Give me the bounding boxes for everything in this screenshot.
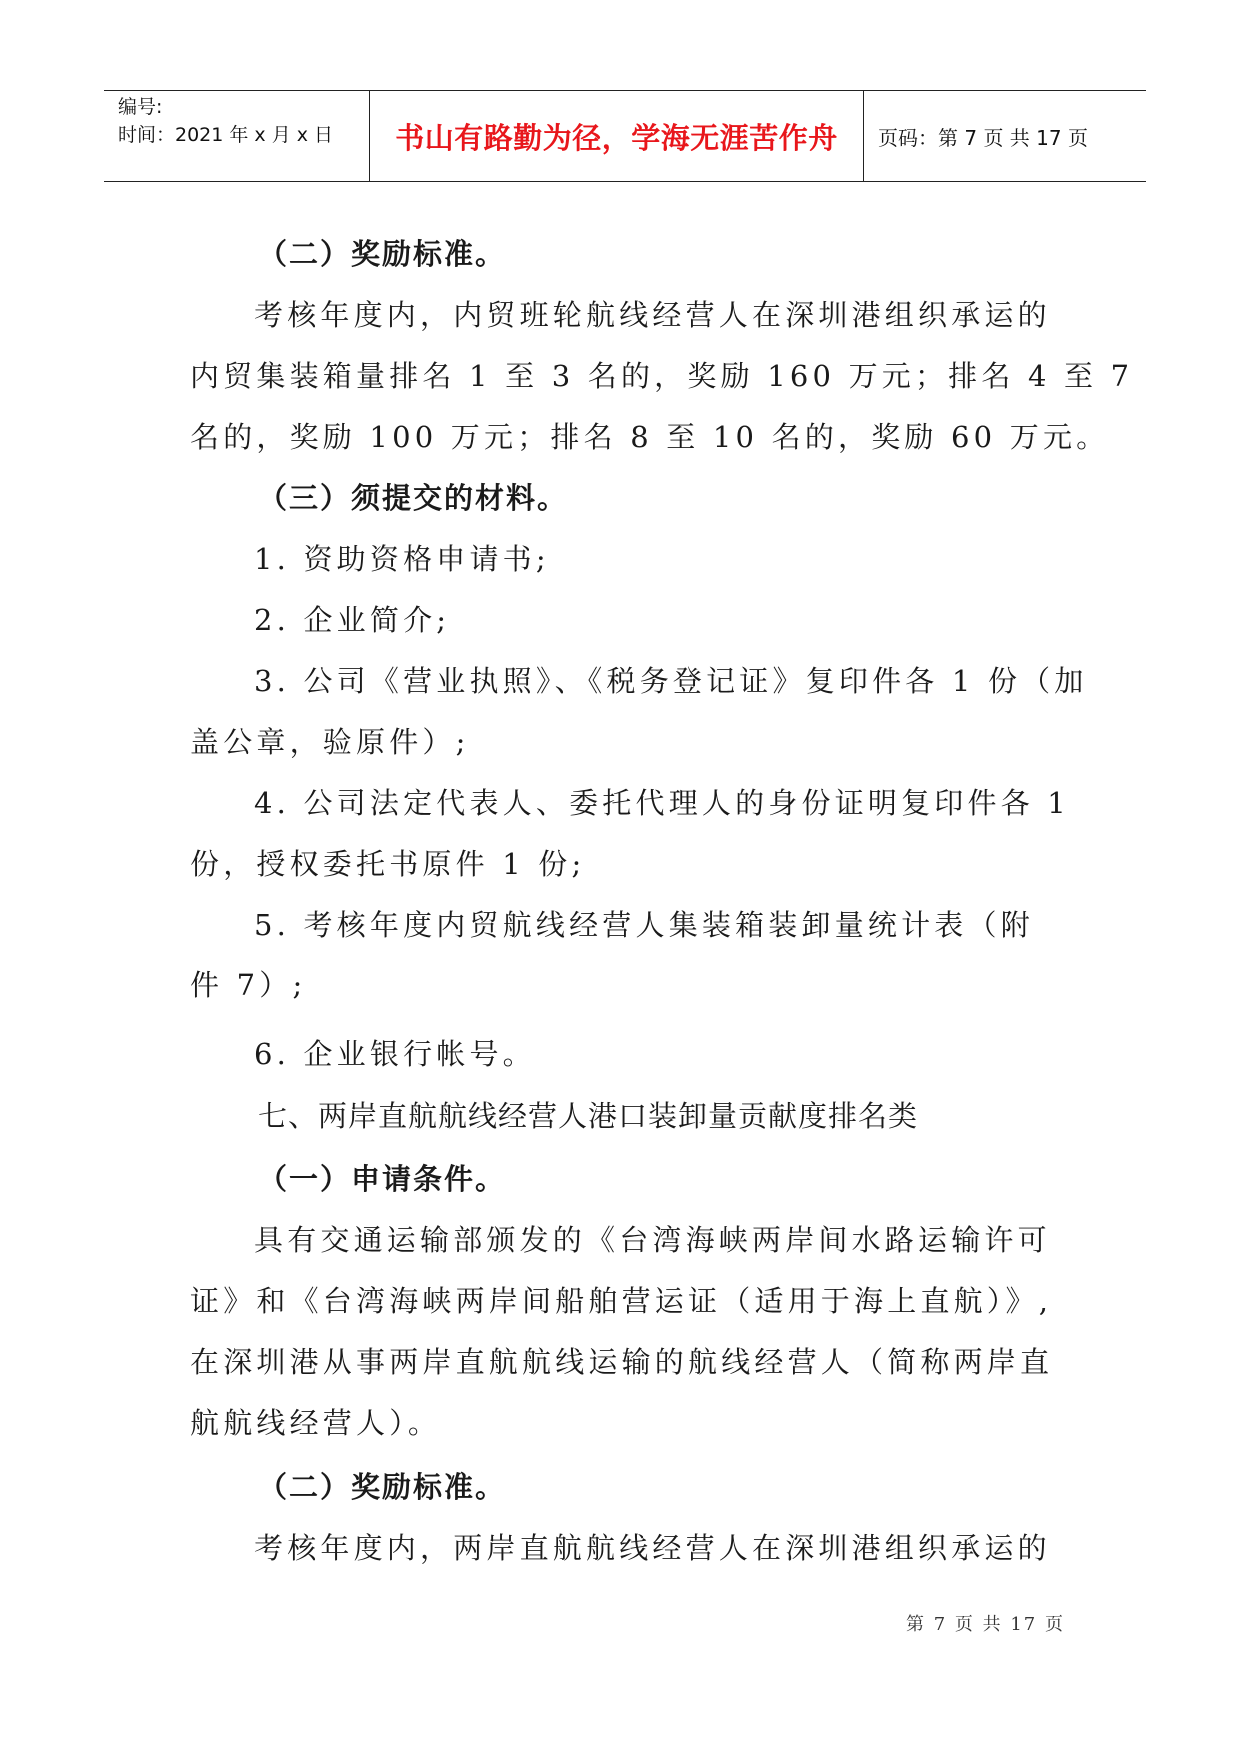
paragraph-line: 名的，奖励 100 万元；排名 8 至 10 名的，奖励 60 万元。 <box>190 420 1110 454</box>
page-footer: 第 7 页 共 17 页 <box>906 1614 1065 1635</box>
section-heading: （二）奖励标准。 <box>258 1470 507 1504</box>
list-item: 3. 公司《营业执照》、《税务登记证》复印件各 1 份（加 <box>254 664 1088 698</box>
section-heading: （二）奖励标准。 <box>258 237 507 271</box>
paragraph-line: 考核年度内，两岸直航航线经营人在深圳港组织承运的 <box>254 1531 1051 1565</box>
list-item: 2. 企业简介; <box>254 603 451 637</box>
list-item: 5. 考核年度内贸航线经营人集装箱装卸量统计表（附 <box>254 908 1034 942</box>
paragraph-line: 在深圳港从事两岸直航航线运输的航线经营人（简称两岸直 <box>190 1345 1054 1379</box>
list-item: 6. 企业银行帐号。 <box>254 1037 536 1071</box>
document-number-label: 编号: <box>118 96 163 118</box>
list-item-continuation: 件 7）; <box>190 968 307 1002</box>
list-item: 4. 公司法定代表人、委托代理人的身份证明复印件各 1 <box>254 786 1070 820</box>
paragraph-line: 航航线经营人）。 <box>190 1406 442 1440</box>
list-item-continuation: 盖公章，验原件）; <box>190 725 470 759</box>
section-heading: （三）须提交的材料。 <box>258 481 569 515</box>
section-heading: （一）申请条件。 <box>258 1162 507 1196</box>
document-header <box>104 90 1146 182</box>
paragraph-line: 考核年度内，内贸班轮航线经营人在深圳港组织承运的 <box>254 298 1051 332</box>
chapter-heading: 七、两岸直航航线经营人港口装卸量贡献度排名类 <box>258 1099 919 1133</box>
paragraph-line: 证》和《台湾海峡两岸间船舶营运证（适用于海上直航）》, <box>190 1284 1053 1318</box>
list-item-continuation: 份，授权委托书原件 1 份; <box>190 847 586 881</box>
paragraph-line: 内贸集装箱量排名 1 至 3 名的，奖励 160 万元；排名 4 至 7 <box>190 359 1134 393</box>
paragraph-line: 具有交通运输部颁发的《台湾海峡两岸间水路运输许可 <box>254 1223 1051 1257</box>
list-item: 1. 资助资格申请书; <box>254 542 550 576</box>
document-time-label: 时间：2021 年 x 月 x 日 <box>118 124 334 146</box>
header-motto: 书山有路勤为径，学海无涯苦作舟 <box>370 91 864 181</box>
header-page-label: 页码：第 7 页 共 17 页 <box>878 125 1088 150</box>
header-meta <box>104 91 370 181</box>
